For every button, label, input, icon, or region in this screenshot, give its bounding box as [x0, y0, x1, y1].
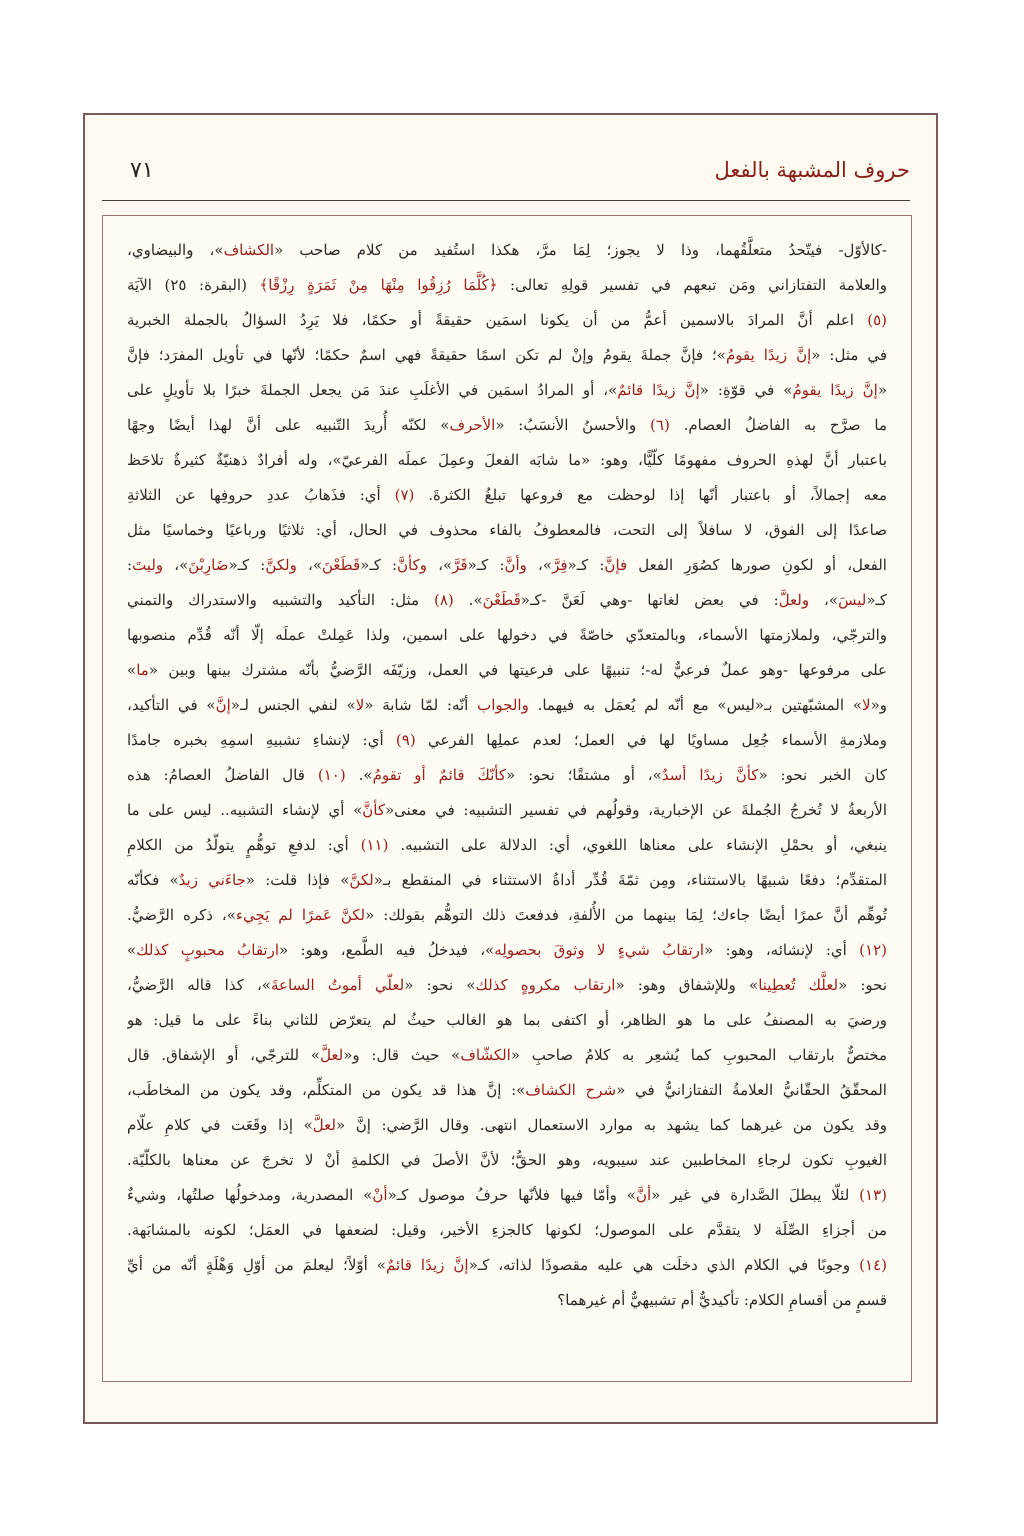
text-segment: »، أو المرادُ اسمَين في الأغلَبِ عندَ مَن يجعل الجملةَ خبرًا بلا تأويلٍ على — [127, 381, 618, 399]
text-segment: »، أو مشتقًا؛ نحو: « — [505, 766, 662, 784]
highlighted-term: (٩) — [395, 731, 416, 749]
text-line — [127, 1248, 887, 1283]
text-segment: » المشبّهتين بـ«ليس» مع أنّه لم يُعمَل به فيهما. — [528, 696, 862, 714]
highlighted-term: والجواب — [477, 696, 529, 714]
text-segment: -كالأوّل- فيتّحدُ متعلَّقُهما، وذا لا يجوز؛ لِمَا مرَّ، هكذا استُفيد من كلام صاحب « — [274, 241, 887, 259]
text-line — [127, 898, 887, 933]
highlighted-term: (١١) — [360, 836, 389, 854]
highlighted-term: وليتَ — [132, 556, 164, 574]
highlighted-term: قَرَّ — [452, 556, 468, 574]
text-segment: والأحسنُ الأنسَبُ: « — [495, 416, 651, 434]
text-segment: أي: لإنشاءِ تشبيهِ اسمِهِ بخبره جامدًا — [127, 731, 396, 749]
text-line — [127, 303, 887, 338]
highlighted-term: قَطَعْنَ — [482, 591, 521, 609]
text-line — [127, 1283, 887, 1318]
text-segment: صاعدًا إلى الفوق، لا سافلاً إلى التحت، فالمعطوفُ بالفاء محذوف في الحال، أي: ثلاثيًا ورباعيًا وخماسيًا مثل — [127, 521, 887, 539]
highlighted-term: ارتقابُ محبوبٍ كذلك — [136, 941, 280, 959]
text-segment: » المصدرية، ومدخولُها صلتُها، وشيءٌ — [127, 1186, 373, 1204]
highlighted-term: وأنَّ — [504, 556, 527, 574]
page-header — [102, 148, 910, 201]
text-segment: وجوبًا في الكلام الذي دخلَت هي عليه مقصودًا لذاته، كـ« — [468, 1256, 860, 1274]
highlighted-term: لعلَّ — [312, 1116, 336, 1134]
page-number: ٧١ — [130, 158, 154, 183]
text-line — [127, 338, 887, 373]
text-line — [127, 653, 887, 688]
text-segment: : — [127, 556, 133, 574]
text-segment: »، والبيضاوي، — [127, 241, 224, 259]
text-segment: » وللإشفاق وهو: « — [615, 976, 759, 994]
text-line — [127, 583, 887, 618]
text-segment: باعتبار أنَّ لهذهِ الحروف مفهومًا كلّيًّا، وهو: «ما شابَه الفعلَ وعمِلَ عملَه الفرعيّ»، وله أفرادٌ ذهنيّةٌ كثيرةٌ تلاحَظ — [127, 451, 887, 469]
highlighted-term: قَطَعْنَ — [322, 556, 361, 574]
text-line — [127, 863, 887, 898]
highlighted-term: إنَّ — [215, 696, 231, 714]
highlighted-term: ما — [136, 661, 149, 679]
text-line — [127, 688, 887, 723]
highlighted-term: (٦) — [650, 416, 670, 434]
running-title: حروف المشبهة بالفعل — [714, 158, 910, 182]
highlighted-term: (١٢) — [859, 941, 887, 959]
text-line — [127, 548, 887, 583]
text-segment: الغيوبِ تكون لرجاءِ المخاطبين عند سيبويه، وهو الحقُّ؛ لأنَّ الأصلَ في الكلمةِ أنْ لا تخرجَ عن معناها بالكلّيّة. — [127, 1151, 887, 1169]
text-line — [127, 1073, 887, 1108]
text-segment: » فكأنّه — [127, 871, 179, 889]
text-line — [127, 233, 887, 268]
text-segment: » لكنّه أُريدَ التّنبيه على أنَّ لهذا أيضًا وجهًا — [127, 416, 450, 434]
text-line — [127, 758, 887, 793]
highlighted-term: ارتقاب مكروهٍ كذلك — [475, 976, 616, 994]
text-segment: »: إنَّ هذا قد يكون من المتكلِّم، وقد يكون من المخاطَب، — [127, 1081, 526, 1099]
highlighted-term: ضَارِبْنَ — [188, 556, 229, 574]
text-segment: » إذا وقَعَت في كلامِ علّام — [127, 1116, 313, 1134]
highlighted-term: (١٤) — [859, 1256, 887, 1274]
highlighted-term: كأنَّ — [362, 801, 385, 819]
text-line — [127, 513, 887, 548]
text-line — [127, 968, 887, 1003]
highlighted-term: ليسَ — [838, 591, 867, 609]
text-line — [127, 1003, 887, 1038]
text-segment: معه إجمالاً، أو باعتبار أنّها إذا لوحظت مع فروعها تبلغُ الكثرةَ. — [414, 486, 887, 504]
highlighted-term: الكشّاف — [460, 1046, 511, 1064]
text-segment: » وأمّا فيها فلأنّها حرفُ موصول كـ« — [387, 1186, 636, 1204]
highlighted-term: (٥) — [867, 311, 887, 329]
highlighted-term: لكنَّ عَمرًا لم يَجِيء — [235, 906, 366, 924]
text-line — [127, 933, 887, 968]
text-segment: على مرفوعها -وهو عملٌ فرعيٌّ له-؛ تنبيهًا على فرعيتها في العمل، وزيّفَه الرَّضيُّ بأنّه مشترك بينها وبين « — [148, 661, 887, 679]
highlighted-term: فإنَّ — [604, 556, 628, 574]
text-segment: ». — [345, 766, 373, 784]
text-segment: : كـ« — [360, 556, 398, 574]
text-segment: والعلامة التفتازاني ومَن تبعهم في تفسير قولِهِ تعالى: — [497, 276, 887, 294]
text-line — [127, 1038, 887, 1073]
text-segment: كان الخبر نحو: « — [758, 766, 887, 784]
text-line — [127, 1143, 887, 1178]
text-segment: »، ذكره الرَّضيُّ. — [127, 906, 236, 924]
highlighted-term: لعلَّ — [320, 1046, 344, 1064]
text-segment: » — [127, 661, 137, 679]
highlighted-term: أنَّ — [635, 1186, 652, 1204]
text-segment: « — [877, 381, 887, 399]
text-segment: : كـ« — [567, 556, 605, 574]
text-segment: » نحو: « — [404, 976, 476, 994]
text-segment: : كـ« — [467, 556, 505, 574]
text-segment: نحو: « — [838, 976, 887, 994]
highlighted-term: إنَّ زيدًا يقومُ — [792, 381, 878, 399]
text-line — [127, 828, 887, 863]
text-segment: » فإذا قلت: « — [245, 871, 350, 889]
text-segment: مثل: التأكيد والتشبيه والاستدراك والتمني — [127, 591, 434, 609]
text-segment: : في بعض لغاتها -وهي لَعَنَّ -كـ« — [520, 591, 779, 609]
highlighted-term: أنْ — [372, 1186, 388, 1204]
text-segment: وقد يكون من غيرهما كما يشهد به موارد الاستعمال انتهى. وقال الرَّضي: إنَّ « — [335, 1116, 887, 1134]
text-segment: ». — [453, 591, 483, 609]
text-segment: »، — [809, 591, 839, 609]
text-segment: الأربعةُ لا تُخرجُ الجُملةَ عن الإخبارية، وقولُهم في تفسير التشبيه: في معنى« — [384, 801, 887, 819]
highlighted-term: لكنَّ — [349, 871, 374, 889]
highlighted-term: جاءَني زيدٌ — [178, 871, 246, 889]
text-segment: » لنفي الجنس لـ« — [230, 696, 356, 714]
text-line — [127, 723, 887, 758]
text-line — [127, 1178, 887, 1213]
highlighted-term: الأحرف — [449, 416, 496, 434]
text-line — [127, 793, 887, 828]
text-line — [127, 408, 887, 443]
text-line — [127, 1213, 887, 1248]
text-segment: قال الفاضلُ العصامُ: هذه — [127, 766, 318, 784]
text-segment: : كـ« — [228, 556, 266, 574]
text-segment: »، كذا قاله الرَّضيُّ، — [127, 976, 271, 994]
text-line — [127, 268, 887, 303]
text-segment: كـ« — [866, 591, 887, 609]
text-segment: » في قوّةِ: « — [699, 381, 793, 399]
text-segment: المحقّقُ الحقّانيُّ العلامةُ التفتازانيُّ في « — [616, 1081, 887, 1099]
text-segment: الفعل، أو لكونِ صورها كصُوَرِ الفعل — [627, 556, 887, 574]
highlighted-term: ولعلَّ — [778, 591, 810, 609]
highlighted-term: لا — [862, 696, 871, 714]
highlighted-term: وكأنَّ — [397, 556, 428, 574]
text-segment: والترجّي، ولملازمتها الأسماء، وبالمتعدّي خاصّةً في دخولها على اسمين، ولذا عَمِلتْ عملَه إلّا أنّه قُدِّم منصوبها — [127, 626, 887, 644]
text-segment: لئلّا يبطلَ الصَّدارة في غير « — [651, 1186, 860, 1204]
text-line — [127, 478, 887, 513]
text-line — [127, 443, 887, 478]
text-segment: أنّه: لمّا شابهَ « — [364, 696, 478, 714]
text-segment: »، — [427, 556, 453, 574]
highlighted-term: الكشاف — [223, 241, 275, 259]
text-segment: تُوهِّم أنَّ عمرًا أيضًا جاءك؛ لِمَا بينهما من الأُلفةِ، فدفعتَ ذلك التوهُّم بقولك: « — [365, 906, 887, 924]
text-segment: مختصٌّ بارتقاب المحبوبِ كما يُشعِر به كلامُ صاحبِ « — [510, 1046, 887, 1064]
text-segment: وملازمةِ الأسماء جُعِل مساويًا لها في العمل؛ لعدم عملِها الفرعي — [415, 731, 887, 749]
highlighted-term: ارتقابُ شيءٍ لا وثوقَ بحصولِه — [494, 941, 705, 959]
highlighted-term: لعلَّك تُعطِينا — [758, 976, 839, 994]
highlighted-term: (٧) — [394, 486, 415, 504]
text-segment: ورضيَ به المصنفُ على ما هو الظاهر، أو اكتفى بما هو الغالب حيثُ لم يتعرّض للثاني بناءً على ما قيل: هو — [127, 1011, 887, 1029]
text-segment: اعلم أنَّ المرادَ بالاسمين أعمُّ من أن يكونا اسمَين حقيقةً أو حكمًا، فلا يَرِدُ السؤالُ بالجملة الخبرية — [127, 311, 868, 329]
text-segment: » أي لإنشاء التشبيه.. ليس على ما — [127, 801, 363, 819]
text-segment: (البقرة: ٢٥) الآيَة — [127, 276, 260, 294]
text-segment: » — [127, 941, 137, 959]
highlighted-term: (١٠) — [317, 766, 346, 784]
highlighted-term: (١٣) — [859, 1186, 887, 1204]
highlighted-term: ﴿كُلَّمَا رُزِقُوا مِنْهَا مِنْ ثَمَرَةٍ رِزْقًا﴾ — [259, 276, 498, 294]
highlighted-term: شرح الكشاف — [525, 1081, 617, 1099]
text-segment: » حيث قال: و« — [343, 1046, 461, 1064]
highlighted-term: (٨) — [433, 591, 454, 609]
text-segment: أي: لدفعِ توهُّمٍ يتولّدُ من الكلامِ — [127, 836, 361, 854]
highlighted-term: كأنّكَ قائمٌ أو تقومُ — [372, 766, 506, 784]
text-segment: ينبغي، أو بحمْلِ الإنشاء على معناها اللغوي، أي: الدلالة على التشبيه. — [388, 836, 887, 854]
text-line — [127, 1108, 887, 1143]
text-segment: ما صرَّح به الفاضلُ العصام. — [669, 416, 887, 434]
text-segment: »، — [526, 556, 553, 574]
text-segment: »، — [296, 556, 322, 574]
text-frame — [102, 215, 912, 1382]
text-segment: من أجزاءِ الصِّلَة لا يتقدَّم على الموصول؛ لكونها كالجزءِ الأخير، وقيل: لضعفها في العمَل؛ لكونه بالمشابَهة. — [127, 1221, 887, 1239]
highlighted-term: ولكنَّ — [265, 556, 297, 574]
text-segment: قسمٍ من أقسامِ الكلام: تأكيديٌّ أم تشبيهيٌّ أم غيرهما؟ — [557, 1291, 887, 1309]
text-segment: في مثل: « — [811, 346, 887, 364]
text-line — [127, 618, 887, 653]
highlighted-term: فِرَّ — [552, 556, 568, 574]
text-segment: »، — [163, 556, 189, 574]
text-segment: » في التأكيد، — [127, 696, 216, 714]
highlighted-term: إنَّ زيدًا يقومُ — [725, 346, 812, 364]
highlighted-term: إنَّ زيدًا قائمٌ — [617, 381, 700, 399]
highlighted-term: إنَّ زيدًا قائمٌ — [385, 1256, 469, 1274]
text-segment: » أوّلاً؛ ليعلمَ من أوّلِ وَهْلَةٍ أنّه من أيِّ — [127, 1256, 386, 1274]
text-segment: و« — [870, 696, 887, 714]
text-segment: » للترجّي، أو الإشفاق. قال — [127, 1046, 321, 1064]
text-segment: أي: لإنشائه، وهو: « — [704, 941, 860, 959]
highlighted-term: لعلّي أموتُ الساعةَ — [270, 976, 405, 994]
text-segment: »، فيدخلُ فيه الطَّمع، وهو: « — [279, 941, 495, 959]
body-text — [127, 233, 887, 1318]
text-segment: أي: فذَهابُ عددِ حروفِها عن الثلاثةِ — [127, 486, 395, 504]
text-segment: المتقدِّم؛ دفعًا شبيهًا بالاستثناء، ومِن ثمّةَ قُدِّر أداةُ الاستثناء في المنقطع بـ« — [373, 871, 887, 889]
text-segment: »؛ فإنَّ جملةَ يقومُ وإنْ لم تكن اسمًا حقيقةً فهي اسمٌ حكمًا؛ لأنّها في تأويل المفرَد؛ فإنَّ — [127, 346, 726, 364]
highlighted-term: كأنَّ زيدًا أسدٌ — [661, 766, 759, 784]
text-line — [127, 373, 887, 408]
highlighted-term: لا — [355, 696, 365, 714]
